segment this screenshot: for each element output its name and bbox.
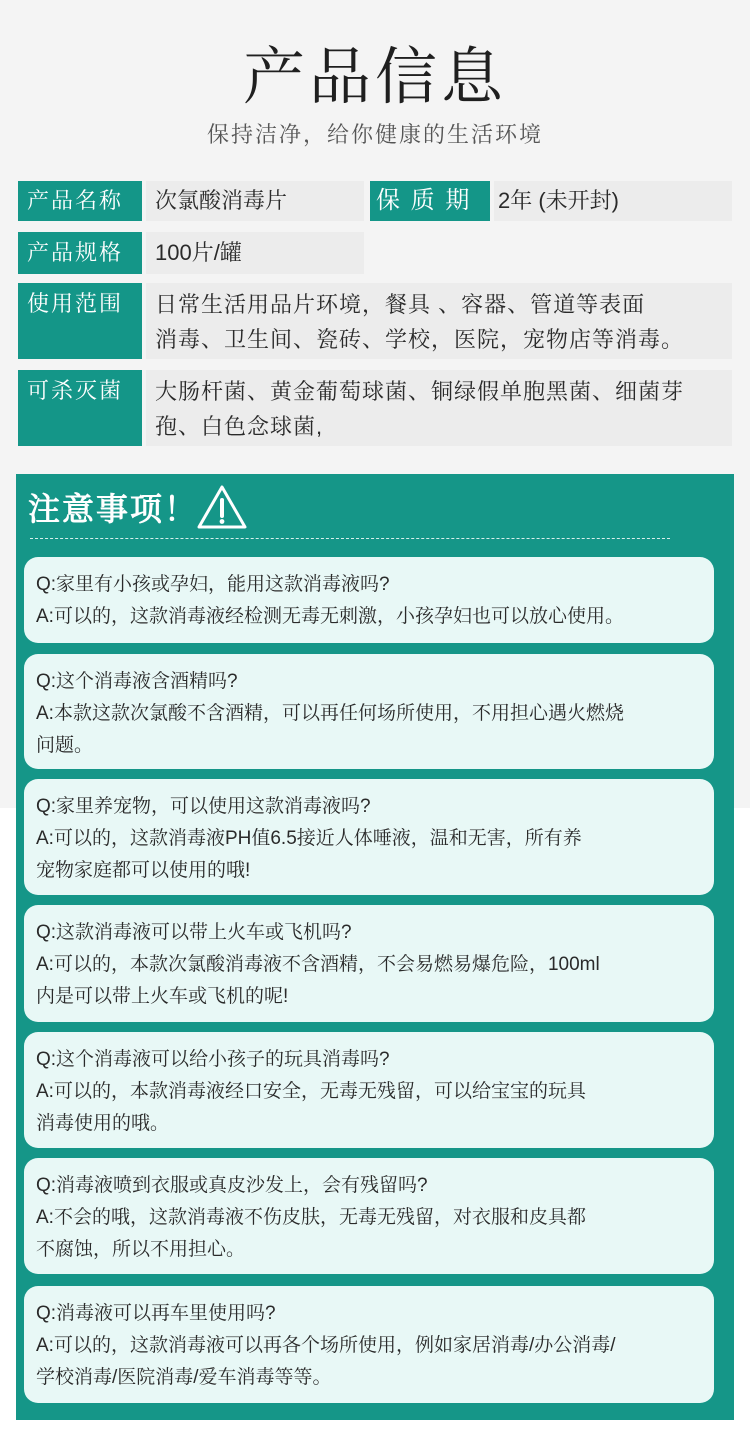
qa-question: Q:消毒液喷到衣服或真皮沙发上，会有残留吗?	[36, 1175, 428, 1196]
notice-panel	[16, 474, 734, 1420]
bacteria-value	[146, 370, 732, 446]
notice-title: 注意事项！	[28, 491, 199, 527]
bacteria-line: 大肠杆菌、黄金葡萄球菌、铜绿假单胞黑菌、细菌芽	[155, 379, 685, 404]
warning-triangle-icon	[196, 484, 248, 530]
shelf-life-value: 2年 (未开封)	[494, 181, 732, 221]
qa-answer: 内是可以带上火车或飞机的呢!	[36, 986, 289, 1007]
usage-scope-value	[146, 283, 732, 359]
qa-answer: A:可以的，这款消毒液可以再各个场所使用，例如家居消毒/办公消毒/	[36, 1335, 616, 1356]
qa-answer: A:不会的哦，这款消毒液不伤皮肤，无毒无残留，对衣服和皮具都	[36, 1207, 586, 1228]
qa-answer: 学校消毒/医院消毒/爱车消毒等等。	[36, 1367, 332, 1388]
qa-card	[24, 779, 714, 895]
qa-answer: A:可以的，本款次氯酸消毒液不含酒精，不会易燃易爆危险，100ml	[36, 954, 600, 975]
page-subtitle: 保持洁净，给你健康的生活环境	[206, 122, 543, 147]
usage-scope-line: 消毒、卫生间、瓷砖、学校，医院，宠物店等消毒。	[155, 327, 685, 352]
qa-question: Q:这个消毒液可以给小孩子的玩具消毒吗?	[36, 1049, 390, 1070]
qa-question: Q:这个消毒液含酒精吗?	[36, 671, 238, 692]
usage-scope-label: 使用范围	[18, 283, 142, 359]
page-title: 产品信息	[242, 43, 507, 112]
qa-question: Q:这款消毒液可以带上火车或飞机吗?	[36, 922, 352, 943]
qa-answer: A:本款这款次氯酸不含酒精，可以再任何场所使用，不用担心遇火燃烧	[36, 703, 624, 724]
product-name-label: 产品名称	[18, 181, 142, 221]
qa-card	[24, 1032, 714, 1148]
qa-answer: A:可以的，这款消毒液经检测无毒无刺激，小孩孕妇也可以放心使用。	[36, 606, 624, 627]
qa-answer: A:可以的，这款消毒液PH值6.5接近人体唾液，温和无害，所有养	[36, 828, 582, 849]
product-spec-label: 产品规格	[18, 232, 142, 274]
dashed-divider	[30, 538, 670, 539]
qa-card	[24, 1158, 714, 1274]
qa-answer: 宠物家庭都可以使用的哦!	[36, 860, 251, 881]
qa-card	[24, 654, 714, 769]
bacteria-line: 孢、白色念球菌,	[155, 414, 324, 439]
usage-scope-line: 日常生活用品片环境，餐具 、容器、管道等表面	[155, 292, 646, 317]
product-name-value: 次氯酸消毒片	[146, 181, 364, 221]
product-spec-value: 100片/罐	[146, 232, 364, 274]
qa-answer: 消毒使用的哦。	[36, 1113, 170, 1134]
qa-answer: A:可以的，本款消毒液经口安全，无毒无残留，可以给宝宝的玩具	[36, 1081, 586, 1102]
qa-card	[24, 1286, 714, 1403]
qa-question: Q:家里有小孩或孕妇，能用这款消毒液吗?	[36, 574, 390, 595]
qa-answer: 不腐蚀，所以不用担心。	[36, 1239, 246, 1260]
qa-answer: 问题。	[36, 735, 94, 756]
qa-card	[24, 905, 714, 1022]
shelf-life-label: 保 质 期	[370, 181, 490, 221]
qa-question: Q:家里养宠物，可以使用这款消毒液吗?	[36, 796, 371, 817]
qa-question: Q:消毒液可以再车里使用吗?	[36, 1303, 276, 1324]
qa-card	[24, 557, 714, 643]
bacteria-label: 可杀灭菌	[18, 370, 142, 446]
